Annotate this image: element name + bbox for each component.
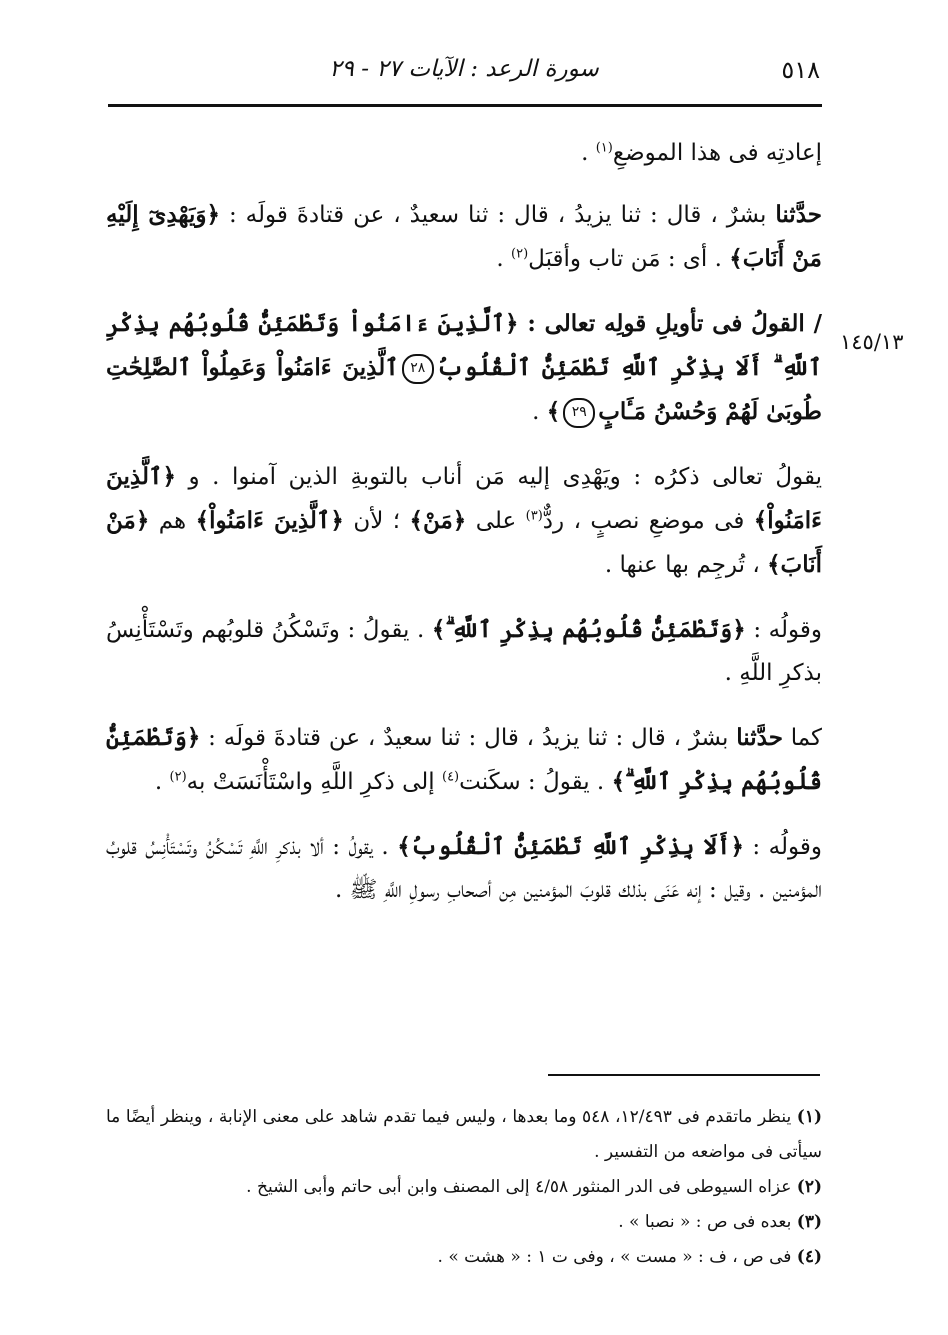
footnotes	[106, 1100, 822, 1275]
p2-text1: بشرٌ ، قال : ثنا يزيدُ ، قال : ثنا سعيدٌ ، عن قتادةَ قولَه :	[220, 202, 776, 228]
paragraph-2	[106, 193, 822, 281]
page-number: ٥١٨	[781, 56, 820, 84]
p4-text5: هم	[149, 508, 196, 534]
paragraph-4	[106, 455, 822, 587]
ayah-number-29: ٢٩	[563, 398, 595, 428]
footnote-text: بعده فى ص : « نصبا » .	[618, 1212, 797, 1232]
p5-text1: وقولُه :	[745, 617, 822, 643]
section-heading: / القولُ فى تأويلِ قولِه تعالى :	[518, 310, 823, 337]
margin-reference: ١٤٥/١٣	[840, 330, 904, 354]
header-rule	[108, 104, 822, 107]
footnote-marker: (٢)	[169, 769, 187, 785]
main-text	[106, 132, 822, 933]
footnote-number: (٢)	[796, 1177, 822, 1197]
footnote-separator	[548, 1074, 820, 1076]
footnote-2	[106, 1170, 822, 1205]
p4-text4: ؛ لأن	[343, 508, 410, 534]
quran-quote: ﴿ٱلَّذِينَ ءَامَنُواْ﴾	[106, 463, 822, 534]
hadith-lead: حدَّثنا	[775, 201, 822, 228]
p2-end: .	[496, 246, 512, 272]
quran-quote: ﴿أَلَا بِذِكْرِ ٱللَّهِ تَطْمَئِنُّ ٱلْقُلُوبُ﴾	[397, 833, 744, 860]
p4-text3: على	[466, 508, 526, 534]
quran-verse-28: ﴿ٱلَّذِينَ ءَامَنُواْ وَتَطْمَئِنُّ قُلُوبُهُم بِذِكْرِ ٱللَّهِ ۗ أَلَا بِذِكْرِ ٱللَّهِ تَطْمَئِنُّ ٱلْقُلُوبُ	[106, 310, 822, 381]
footnote-number: (٤)	[796, 1247, 822, 1267]
p6-text2: بشرٌ ، قال : ثنا يزيدُ ، قال : ثنا سعيدٌ ، عن قتادةَ قولَه :	[200, 725, 737, 751]
quran-quote: ﴿مَنْ أَنَابَ﴾	[106, 507, 822, 578]
footnote-number: (١)	[796, 1107, 822, 1127]
hadith-lead: حدَّثنا	[736, 724, 783, 751]
p3-end: .	[532, 399, 547, 425]
footnote-3	[106, 1205, 822, 1240]
footnote-marker: (٢)	[511, 246, 529, 262]
quran-quote: ﴿وَتَطْمَئِنُّ قُلُوبُهُم بِذِكْرِ ٱللَّهِ ۗ﴾	[106, 724, 822, 795]
paragraph-5	[106, 608, 822, 695]
p4-text6: ، تُرجِم بها عنها .	[604, 552, 768, 578]
quran-quote: ﴿مَنْ﴾	[409, 507, 467, 534]
p6-text1: كما	[782, 725, 822, 751]
ayah-number-28: ٢٨	[402, 354, 434, 384]
p7-text1: وقولُه :	[743, 834, 822, 860]
footnote-1	[106, 1100, 822, 1170]
footnote-marker: (١)	[595, 140, 613, 156]
footnote-marker: (٤)	[441, 769, 460, 785]
paragraph-3	[106, 302, 822, 434]
running-title: سورة الرعد : الآيات ٢٧ - ٢٩	[329, 56, 599, 82]
footnote-text: ينظر ماتقدم فى ١٢/٤٩٣، ٥٤٨ وما بعدها ، وليس فيما تقدم شاهد على معنى الإنابة ، وينظر أيضًا ما سيأتى فى مواضعه من التفسير .	[106, 1107, 822, 1162]
page-header	[108, 52, 820, 96]
quran-verse-29: ٱلَّذِينَ ءَامَنُواْ وَعَمِلُواْ ٱلصَّٰلِحَٰتِ طُوبَىٰ لَهُمْ وَحُسْنُ مَـَٔابٍ	[106, 354, 822, 425]
p4-text1: يقولُ تعالى ذكرُه : ويَهْدِى إليه مَن أناب بالتوبةِ الذين آمنوا . و	[175, 464, 822, 490]
footnote-text: عزاه السيوطى فى الدر المنثور ٤/٥٨ إلى المصنف وابن أبى حاتم وأبى الشيخ .	[246, 1177, 797, 1197]
footnote-number: (٣)	[796, 1212, 822, 1232]
quran-quote: ﴿ٱلَّذِينَ ءَامَنُواْ﴾	[195, 507, 344, 534]
p1-text: إعادتِه فى هذا الموضعِ	[612, 140, 822, 166]
p6-text4: إلى ذكرِ اللَّهِ واسْتَأْنَسَتْ به	[186, 769, 442, 795]
paragraph-6	[106, 716, 822, 804]
p4-text2: فى موضعِ نصبٍ ، ردٌّ	[542, 508, 754, 534]
p7-text2: . يقولُ : ألا بذكرِ اللَّهِ تَسْكُنُ وتَسْتَأْنِسُ قلوبُ المؤمنين . وقيل : إنه عَنَى بذلك قلوبَ المؤمنين مِن أصحابِ رسولِ اللَّهِ ﷺ .	[106, 834, 822, 903]
p6-text3: . يقولُ : سكَنت	[459, 769, 612, 795]
paragraph-1	[106, 132, 822, 175]
p5-text2: . يقولُ : وتَسْكُنُ قلوبُهم وتَسْتَأْنِسُ بذكرِ اللَّهِ .	[106, 617, 822, 686]
footnote-marker: (٣)	[525, 508, 543, 524]
footnote-4	[106, 1240, 822, 1275]
p2-text2: . أى : مَن تاب وأقبَل	[528, 246, 730, 272]
paragraph-7	[106, 825, 822, 912]
footnote-text: فى ص ، ف : « مست » ، وفى ت ١ : « هشت » .	[437, 1247, 797, 1267]
quran-close-bracket: ﴾	[546, 398, 561, 425]
quran-quote: ﴿وَيَهْدِىٓ إِلَيْهِ مَنْ أَنَابَ﴾	[106, 201, 822, 272]
p1-end: .	[581, 140, 596, 166]
p6-end: .	[154, 769, 170, 795]
quran-quote: ﴿وَتَطْمَئِنُّ قُلُوبُهُم بِذِكْرِ ٱللَّهِ ۗ﴾	[431, 616, 746, 643]
